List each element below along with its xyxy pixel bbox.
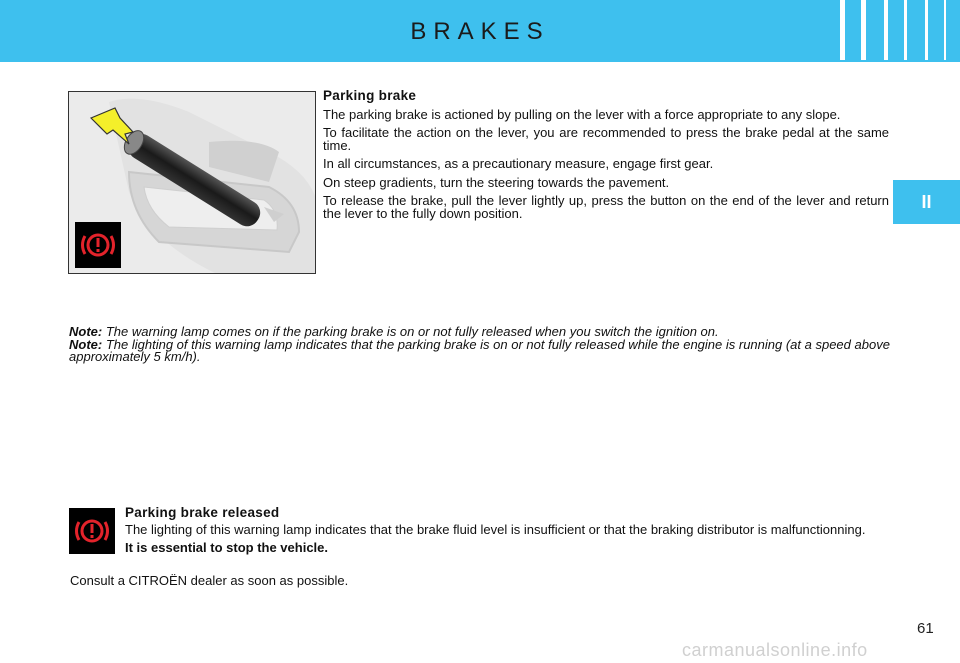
emphasis-text: It is essential to stop the vehicle. <box>125 540 329 555</box>
parking-brake-released-section <box>125 507 891 561</box>
section-heading: Parking brake released <box>125 505 280 520</box>
brake-warning-icon <box>75 222 121 268</box>
page-number: 61 <box>917 620 934 637</box>
brake-warning-icon <box>69 508 115 554</box>
header-stripe <box>944 0 946 60</box>
paragraph: To release the brake, pull the lever lightly up, press the button on the end of the lever and return the lever to the fully down position. <box>323 193 889 221</box>
header-stripe <box>861 0 866 60</box>
header-stripe <box>840 0 845 60</box>
page-title: BRAKES <box>410 18 550 45</box>
note-text: The lighting of this warning lamp indicates that the parking brake is on or not fully released while the engine is running (at a speed above approximately 5 km/h). <box>69 336 890 364</box>
paragraph: The lighting of this warning lamp indicates that the brake fluid level is insufficient or that the braking distributor is malfunctionning. <box>125 521 866 537</box>
header-stripe <box>904 0 907 60</box>
header-stripe <box>925 0 928 60</box>
note-2 <box>69 336 894 364</box>
parking-brake-photo <box>68 91 316 274</box>
paragraph: In all circumstances, as a precautionary measure, engage first gear. <box>323 156 714 171</box>
dealer-advice: Consult a CITROËN dealer as soon as possible. <box>70 573 349 588</box>
section-heading: Parking brake <box>323 88 417 103</box>
chapter-tab[interactable]: II <box>893 180 960 224</box>
note-text: The warning lamp comes on if the parking brake is on or not fully released when you switch the ignition on. <box>105 324 719 339</box>
notes-block <box>69 326 894 364</box>
header-stripe <box>884 0 888 60</box>
parking-brake-section <box>323 90 889 226</box>
note-label: Note: <box>69 336 103 352</box>
paragraph: To facilitate the action on the lever, you are recommended to press the brake pedal at the same time. <box>323 125 889 153</box>
note-label: Note: <box>69 324 103 339</box>
watermark: carmanualsonline.info <box>682 640 868 660</box>
page-header <box>0 0 960 62</box>
paragraph: On steep gradients, turn the steering towards the pavement. <box>323 174 670 190</box>
paragraph: The parking brake is actioned by pulling on the lever with a force appropriate to any slope. <box>323 106 841 122</box>
